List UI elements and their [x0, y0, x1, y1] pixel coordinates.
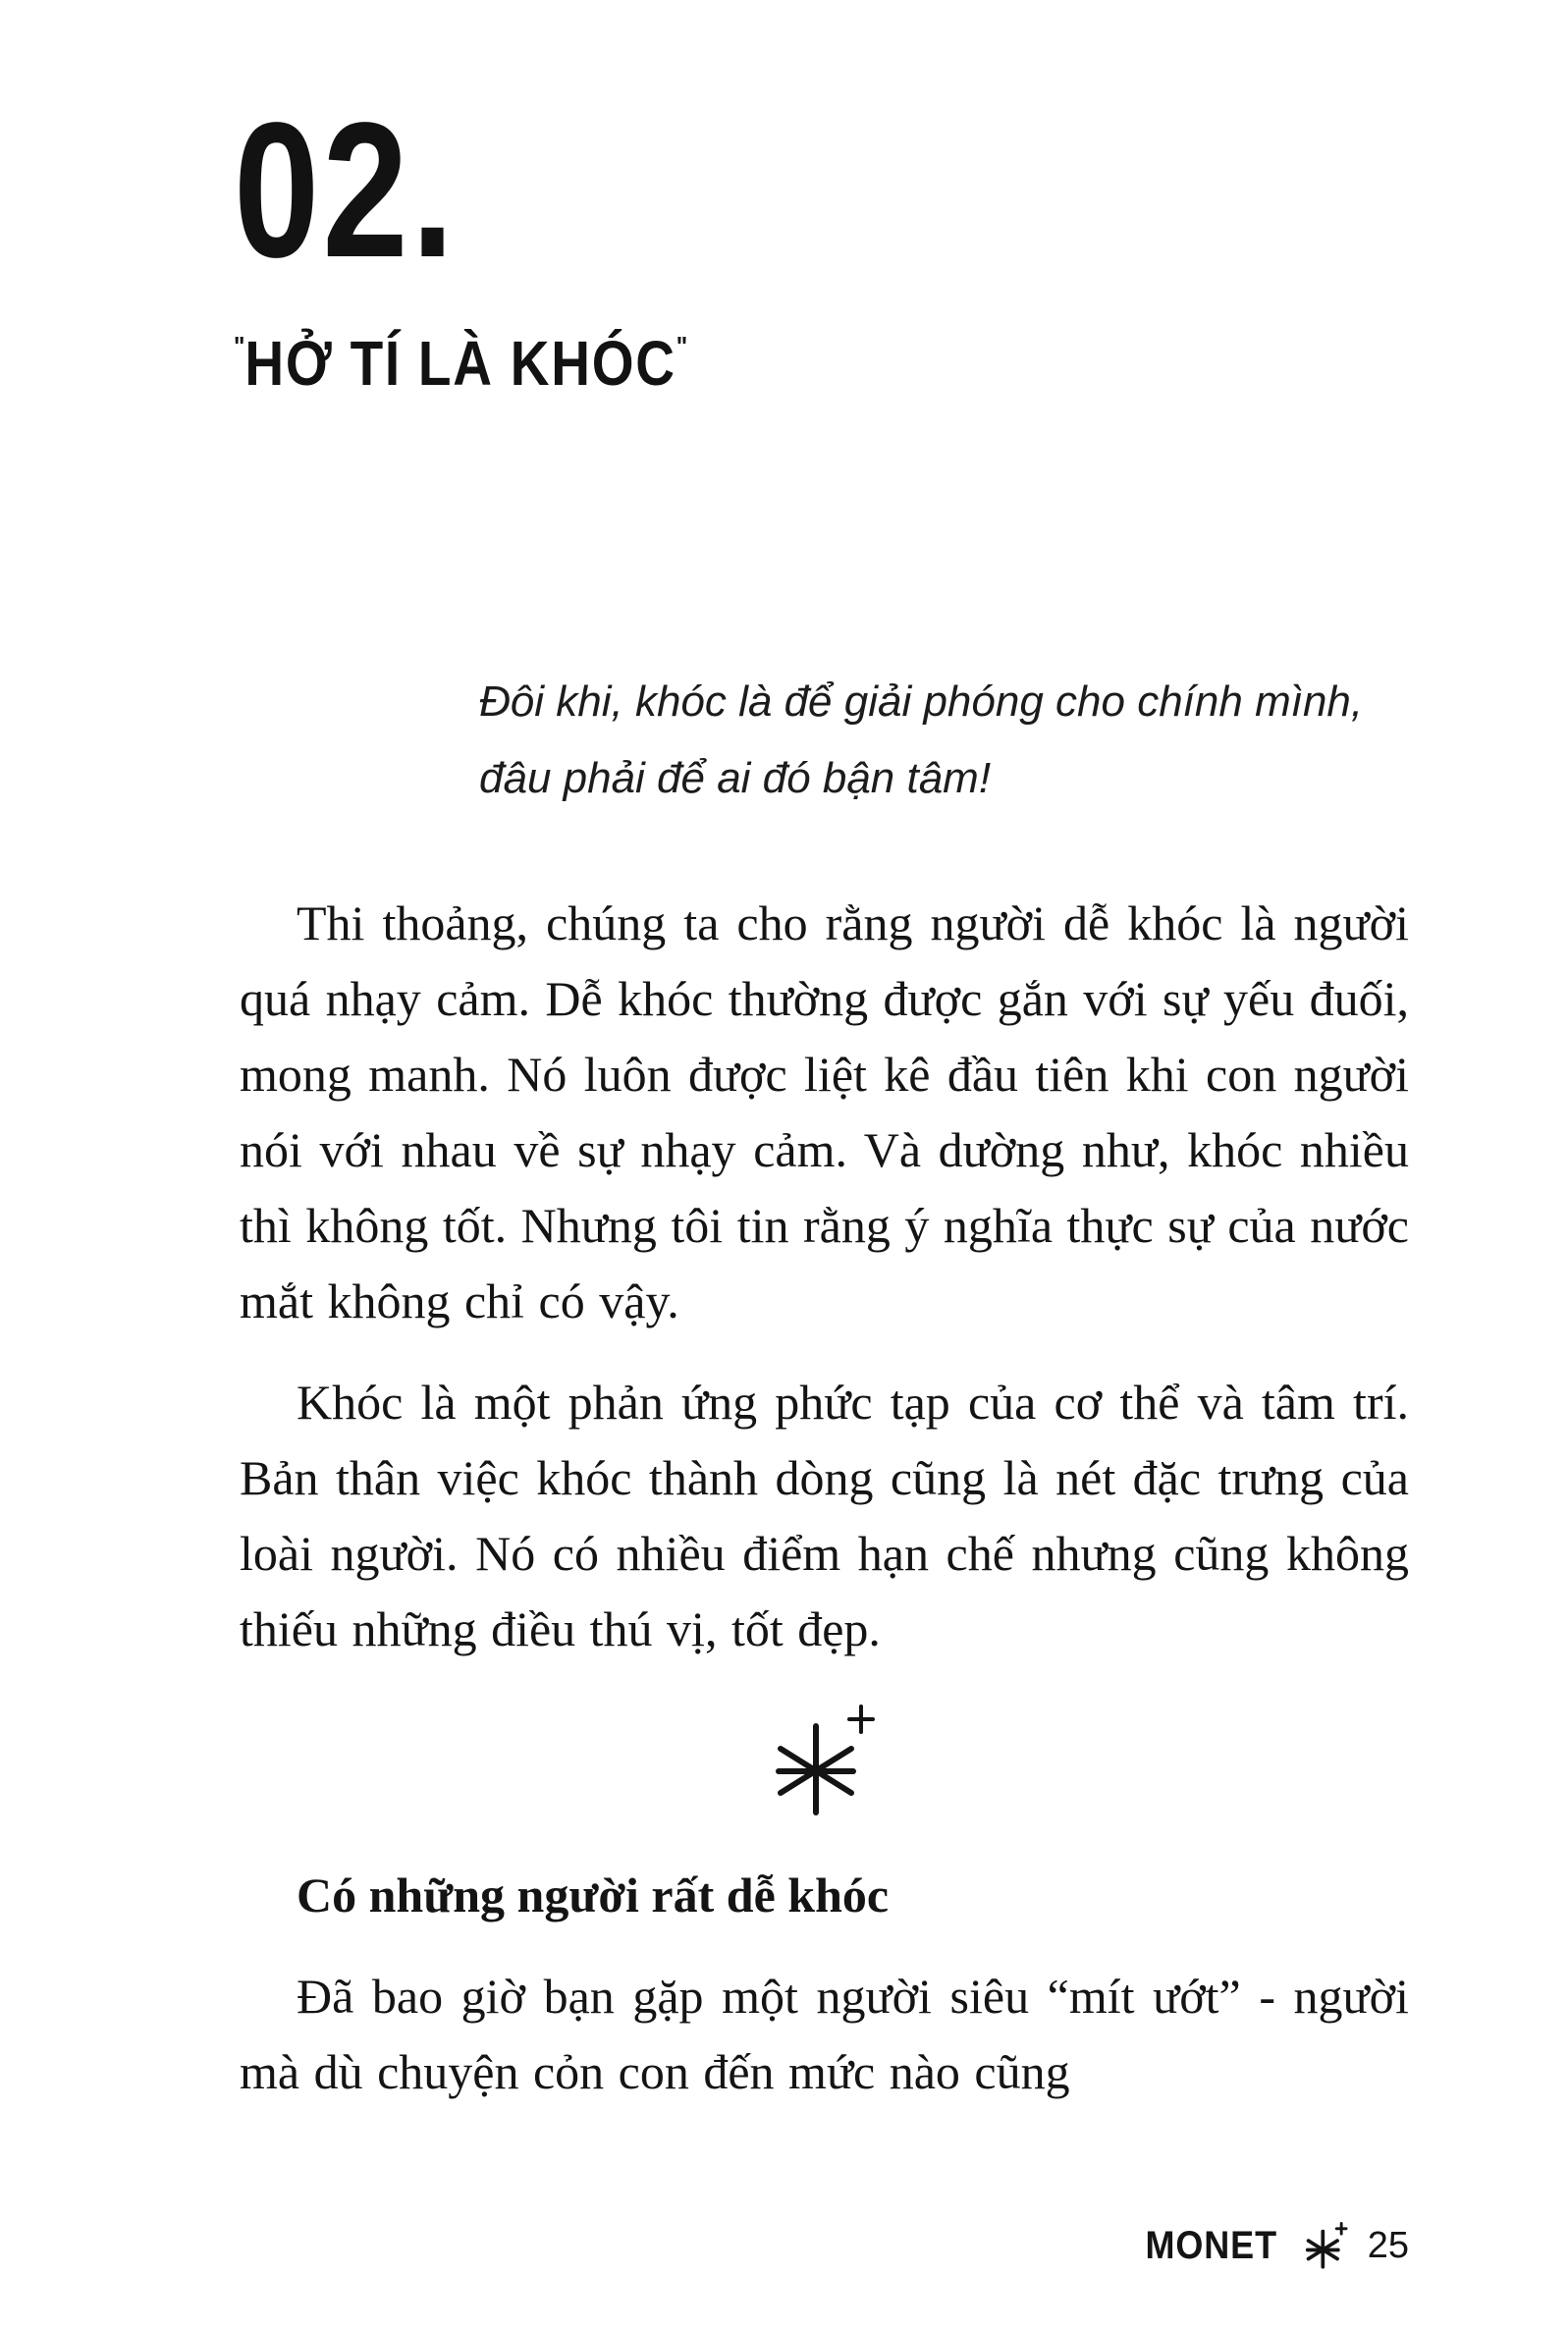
footer-brand: MONET	[1145, 2223, 1278, 2267]
body-column	[240, 886, 1409, 2136]
title-close-quote: "	[676, 331, 688, 361]
epigraph-quote: Đôi khi, khóc là để giải phóng cho chính mình, đâu phải để ai đó bận tâm!	[479, 677, 1364, 803]
body-paragraph: Đã bao giờ bạn gặp một người siêu “mít ướt” - người mà dù chuyện cỏn con đến mức nào cũng	[240, 1969, 1409, 2099]
page-number: 25	[1367, 2224, 1409, 2266]
body-paragraph: Thi thoảng, chúng ta cho rằng người dễ khóc là người quá nhạy cảm. Dễ khóc thường được gắn với sự yếu đuối, mong manh. Nó luôn được liệt kê đầu tiên khi con người nói với nhau về sự nhạy cảm. Và dường như, khóc nhiều thì không tốt. Nhưng tôi tin rằng ý nghĩa thực sự của nước mắt không chỉ có vậy.	[240, 895, 1409, 1328]
title-open-quote: "	[234, 331, 245, 361]
footer-sparkle-icon	[1336, 2223, 1346, 2234]
chapter-title	[234, 328, 688, 399]
page-footer	[1138, 2221, 1409, 2270]
chapter-title-text: HỞ TÍ LÀ KHÓC	[244, 328, 676, 399]
chapter-number: 02.	[234, 82, 458, 298]
body-paragraph: Khóc là một phản ứng phức tạp của cơ thể và tâm trí. Bản thân việc khóc thành dòng cũng là nét đặc trưng của loài người. Nó có nhiều điểm hạn chế nhưng cũng không thiếu những điều thú vị, tốt đẹp.	[240, 1375, 1409, 1656]
section-divider	[240, 1701, 1409, 1825]
asterisk-divider-icon	[767, 1701, 883, 1820]
footer-asterisk-icon	[1301, 2221, 1352, 2270]
sparkle-icon	[849, 1706, 873, 1732]
section-heading: Có những người rất dễ khóc	[297, 1868, 890, 1922]
